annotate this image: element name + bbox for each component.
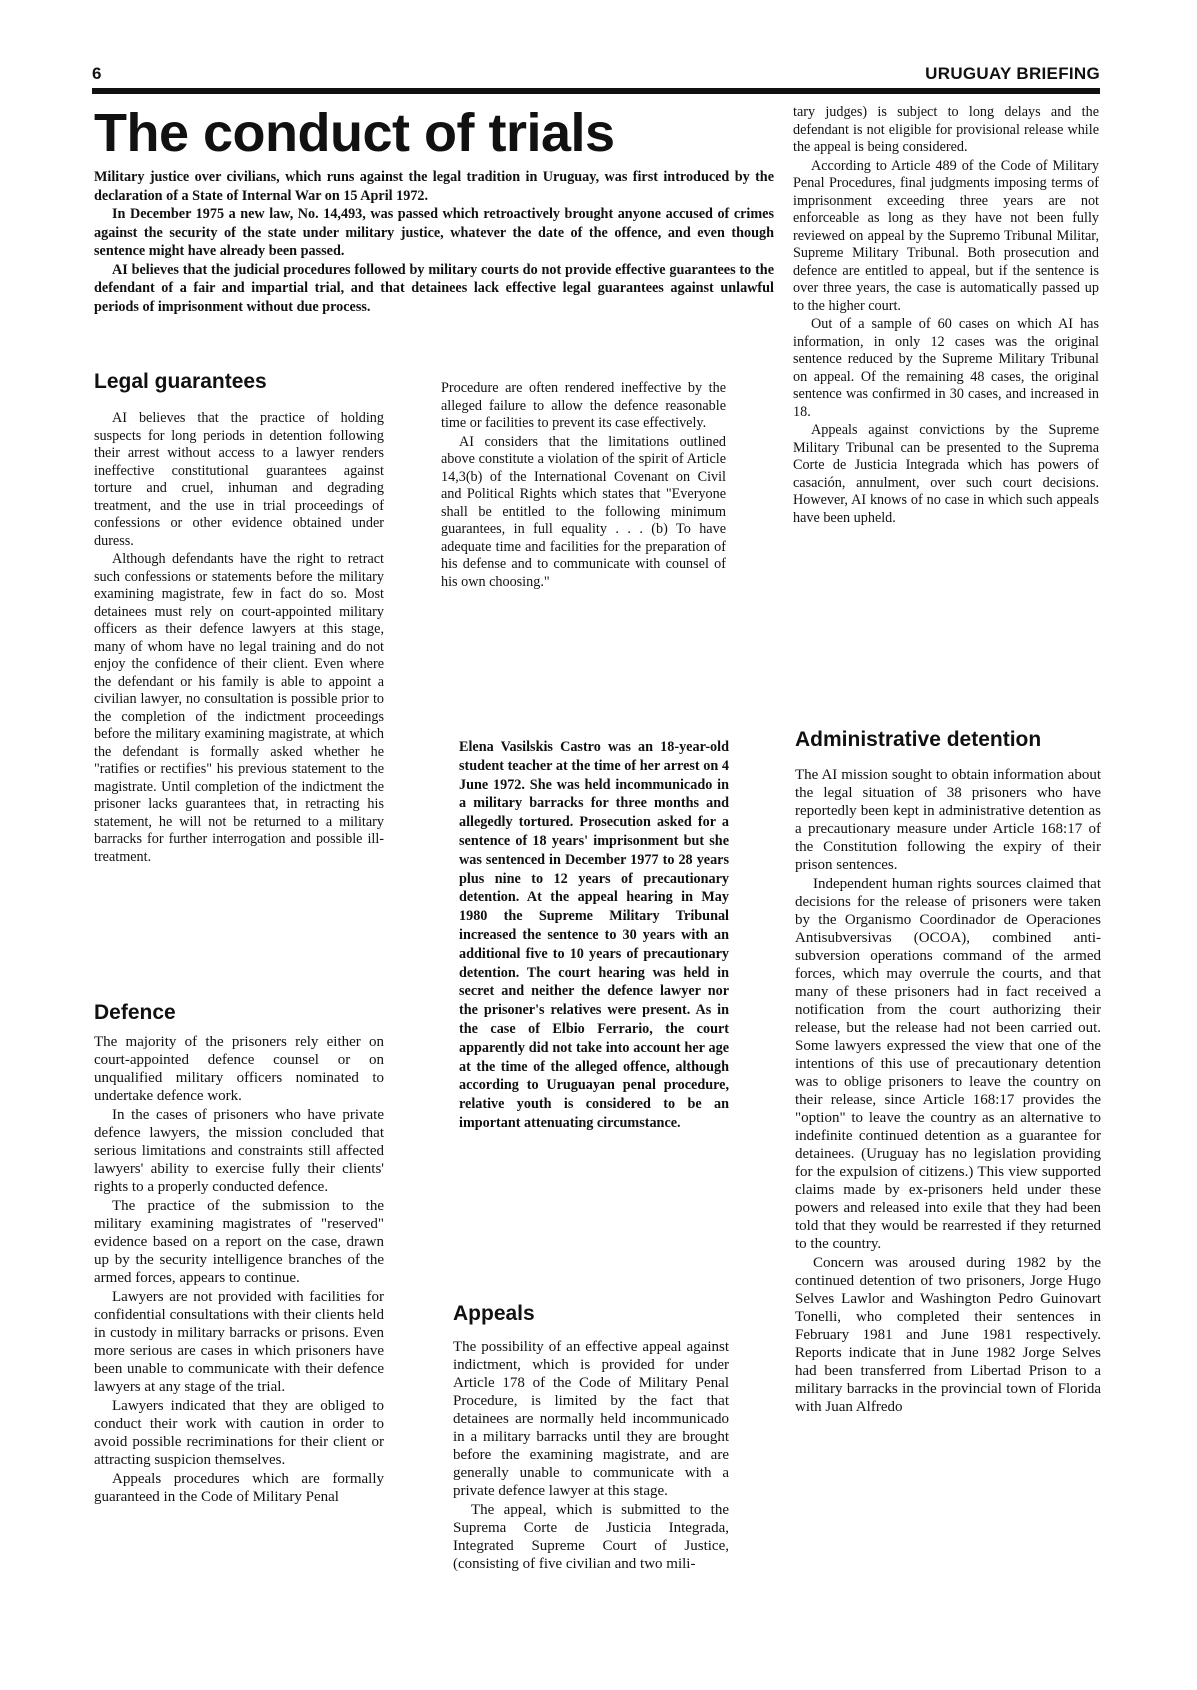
body-paragraph: Procedure are often rendered ineffective by the alleged failure to allow the defence reasonable time or facilities to prevent its case effectively. (441, 380, 726, 431)
appeals-text (453, 1338, 729, 1574)
body-paragraph: Out of a sample of 60 cases on which AI has information, in only 12 cases was the original sentence reduced by the Supreme Military Tribunal on appeal. Of the remaining 48 cases, the original sentence was confirmed in 30 cases, and increased in 18. (793, 316, 1099, 420)
administrative-detention-text (795, 766, 1101, 1417)
body-paragraph: The practice of the submission to the military examining magistrates of "reserved" evidence based on a report on the case, drawn up by the security intelligence branches of the armed forces, appears to continue. (94, 1198, 384, 1286)
heading-defence: Defence (94, 1001, 176, 1024)
body-paragraph: In the cases of prisoners who have private defence lawyers, the mission concluded that serious limitations and constraints still affected lawyers' ability to exercise fully their clients' rights to a properly conducted defence. (94, 1107, 384, 1195)
body-paragraph: AI considers that the limitations outlined above constitute a violation of the spirit of Article 14,3(b) of the International Covenant on Civil and Political Rights which states that "Everyone shall be entitled to the following minimum guarantees, in full equality . . . (b) To have adequate time and facilities for the preparation of his defense and to communicate with counsel of his own choosing." (441, 433, 726, 590)
body-paragraph: The majority of the prisoners rely either on court-appointed defence counsel or on unqualified military officers nominated to undertake defence work. (94, 1034, 384, 1104)
body-paragraph: Concern was aroused during 1982 by the continued detention of two prisoners, Jorge Hugo Selves Lawlor and Washington Pedro Guinovart Tonelli, who completed their sentences in February 1981 and June 1981 respectively. Reports indicate that in June 1982 Jorge Selves had been transferred from Libertad Prison to a military barracks in the provincial town of Florida with Juan Alfredo (795, 1255, 1101, 1415)
legal-guarantees-text (94, 410, 384, 867)
body-paragraph: Lawyers indicated that they are obliged to conduct their work with caution in order to avoid possible recriminations for their client or attracting suspicion themselves. (94, 1398, 384, 1468)
body-paragraph: Although defendants have the right to retract such confessions or statements before the military examining magistrate, few in fact do so. Most detainees must rely on court-appointed military officers as their defence lawyers at this stage, many of whom have no legal training and do not enjoy the confidence of their client. Even where the defendant or his family is able to appoint a civilian lawyer, no consultation is possible prior to the completion of the indictment proceedings before the military examining magistrate, at which the defendant is formally asked whether he "ratifies or rectifies" his previous statement to the magistrate. Until completion of the indictment the prisoner lacks guarantees that, in retracting his statement, he will not be returned to a military barracks for further interrogation and possible ill-treatment. (94, 551, 384, 865)
intro-paragraph: In December 1975 a new law, No. 14,493, was passed which retroactively brought anyone accused of crimes against the security of the state under military justice, whatever the date of the offence, and even though sentence might have already been passed. (94, 206, 774, 259)
body-paragraph: The appeal, which is submitted to the Suprema Corte de Justicia Integrada, Integrated Supreme Court of Justice, (consisting of five civilian and two mili- (453, 1502, 729, 1572)
body-paragraph: AI believes that the practice of holding suspects for long periods in detention following their arrest without access to a lawyer renders ineffective constitutional guarantees against torture and cruel, inhuman and degrading treatment, and the use in trial proceedings of confessions or other evidence obtained under duress. (94, 410, 384, 549)
body-paragraph: Independent human rights sources claimed that decisions for the release of prisoners were taken by the Organismo Coordinador de Operaciones Antisubversivas (OCOA), combined anti-subversion operations command of the armed forces, which may overrule the courts, and that many of these prisoners had in fact received a notification from the court authorizing their release, but the release had not been carried out. Some lawyers expressed the view that one of the intentions of this use of precautionary detention was to oblige prisoners to leave the country on their release, since Article 168:17 provides the "option" to leave the country as an alternative to indefinite continued detention as a guarantee for detainees. (Uruguay has no legislation providing for the expulsion of citizens.) This view supported claims made by ex-prisoners held under these powers and released into exile that they had been told that they would be rearrested if they returned to the country. (795, 876, 1101, 1252)
article-intro (94, 168, 774, 316)
photo-caption: Elena Vasilskis Castro was an 18-year-old student teacher at the time of her arrest on 4 June 1972. She was held incommunicado in a military barracks for three months and allegedly tortured. Prosecution asked for a sentence of 18 years' imprisonment but she was sentenced in December 1977 to 28 years plus nine to 12 years of precautionary detention. At the appeal hearing in May 1980 the Supreme Military Tribunal increased the sentence to 30 years with an additional five to 10 years of precautionary detention. The court hearing was held in secret and neither the defence lawyer nor the prisoner's relatives were present. As in the case of Elbio Ferrario, the court apparently did not take into account her age at the time of the alleged offence, although according to Uruguayan penal procedure, relative youth is considered to be an important attenuating circumstance. (459, 739, 729, 1131)
intro-paragraph: AI believes that the judicial procedures followed by military courts do not provide effective guarantees to the defendant of a fair and impartial trial, and that detainees lack effective legal guarantees against unlawful periods of imprisonment without due process. (94, 261, 774, 315)
body-paragraph: Lawyers are not provided with facilities for confidential consultations with their clients held in custody in military barracks or prisons. Even more serious are cases in which prisoners have been unable to communicate with their defence lawyers at any stage of the trial. (94, 1289, 384, 1395)
defence-text (94, 1033, 384, 1507)
running-title: URUGUAY BRIEFING (925, 64, 1100, 83)
body-paragraph: The possibility of an effective appeal against indictment, which is provided for under Article 178 of the Code of Military Penal Procedure, is limited by the fact that detainees are normally held incommunicado in a military barracks until they are brought before the examining magistrate, and are generally unable to communicate with a private defence lawyer at this stage. (453, 1339, 729, 1499)
body-paragraph: The AI mission sought to obtain information about the legal situation of 38 prisoners who have reportedly been kept in administrative detention as a precautionary measure under Article 168:17 of the Constitution following the expiry of their prison sentences. (795, 767, 1101, 873)
body-paragraph: Appeals procedures which are formally guaranteed in the Code of Military Penal (94, 1471, 384, 1505)
header-rule (92, 88, 1100, 94)
page-number: 6 (92, 64, 102, 83)
intro-paragraph: Military justice over civilians, which runs against the legal tradition in Uruguay, was first introduced by the declaration of a State of Internal War on 15 April 1972. (94, 169, 774, 204)
body-paragraph: Appeals against convictions by the Supreme Military Tribunal can be presented to the Suprema Corte de Justicia Integrada which has powers of casación, annulment, over such court decisions. However, AI knows of no case in which such appeals have been upheld. (793, 422, 1099, 526)
body-paragraph: tary judges) is subject to long delays and the defendant is not eligible for provisional release while the appeal is being considered. (793, 104, 1099, 155)
heading-appeals: Appeals (453, 1302, 535, 1325)
heading-administrative-detention: Administrative detention (795, 728, 1042, 751)
body-paragraph: According to Article 489 of the Code of Military Penal Procedures, final judgments imposing terms of imprisonment exceeding three years are not enforceable as long as they have not been fully reviewed on appeal by the Supremo Tribunal Militar, Supreme Military Tribunal. Both prosecution and defence are entitled to appeal, but if the sentence is over three years, the case is automatically passed up to the higher court. (793, 157, 1099, 314)
column3-top-text (793, 104, 1099, 528)
article-title: The conduct of trials (94, 103, 615, 163)
column2-top-text (441, 380, 726, 592)
heading-legal-guarantees: Legal guarantees (94, 370, 267, 393)
